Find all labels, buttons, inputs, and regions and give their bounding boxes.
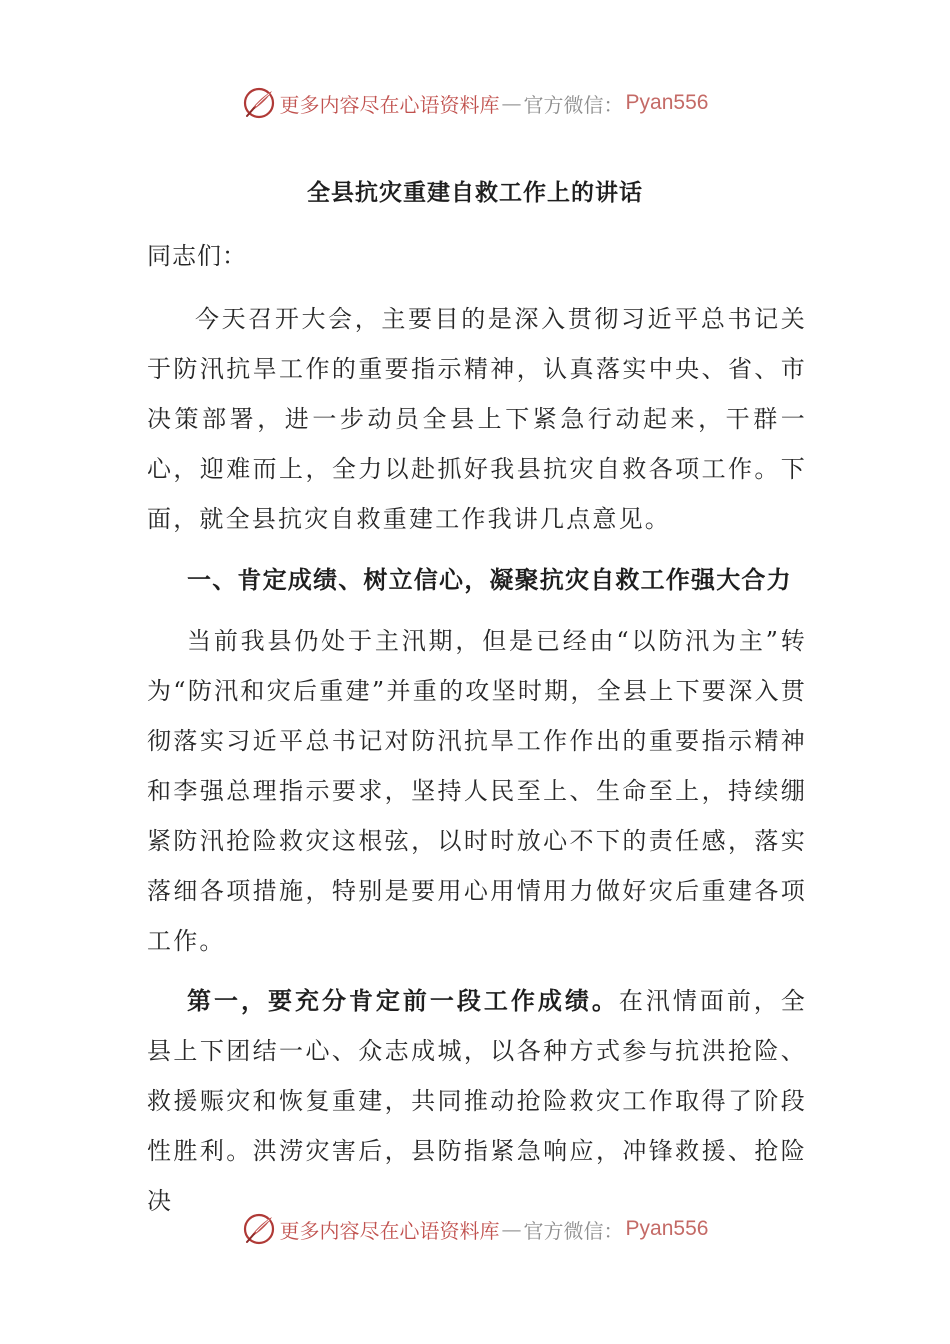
banner-dash: — (501, 91, 522, 115)
salutation: 同志们： (147, 242, 247, 270)
header-banner (0, 80, 950, 126)
first-point-lead: 第一，要充分肯定前一段工作成绩。 (187, 986, 619, 1015)
paragraph-first-point (147, 976, 807, 1226)
quill-pen-logo-icon (242, 86, 276, 120)
paragraph-intro: 今天召开大会，主要目的是深入贯彻习近平总书记关于防汛抗旱工作的重要指示精神，认真落实中央、省、市决策部署，进一步动员全县上下紧急行动起来，干群一心，迎难而上，全力以赴抓好我县抗灾自救各项工作。下面，就全县抗灾自救重建工作我讲几点意见。 (147, 305, 807, 533)
banner-wechat-id: Pyan556 (625, 1217, 709, 1240)
document-title: 全县抗灾重建自救工作上的讲话 (307, 179, 643, 206)
banner-promo-text: 更多内容尽在心语资料库 (279, 1218, 500, 1243)
paragraph-current-situation: 当前我县仍处于主汛期，但是已经由“以防汛为主”转为“防汛和灾后重建”并重的攻坚时期，全县上下要深入贯彻落实习近平总书记对防汛抗旱工作作出的重要指示精神和李强总理指示要求，坚持人民至上、生命至上，持续绷紧防汛抢险救灾这根弦，以时时放心不下的责任感，落实落细各项措施，特别是要用心用情用力做好灾后重建各项工作。 (147, 627, 807, 955)
first-point-body: 在汛情面前，全县上下团结一心、众志成城，以各种方式参与抗洪抢险、救援赈灾和恢复重建，共同推动抢险救灾工作取得了阶段性胜利。洪涝灾害后，县防指紧急响应，冲锋救援、抢险决 (147, 987, 808, 1215)
section-heading-1: 一、肯定成绩、树立信心，凝聚抗灾自救工作强大合力 (187, 565, 792, 594)
banner-promo-text: 更多内容尽在心语资料库 (279, 92, 500, 117)
banner-wechat-id: Pyan556 (625, 91, 709, 114)
quill-pen-logo-icon (242, 1212, 276, 1246)
footer-banner (0, 1206, 950, 1252)
banner-wechat-label: 官方微信： (523, 92, 624, 117)
banner-dash: — (501, 1217, 522, 1241)
banner-wechat-label: 官方微信： (523, 1218, 624, 1243)
